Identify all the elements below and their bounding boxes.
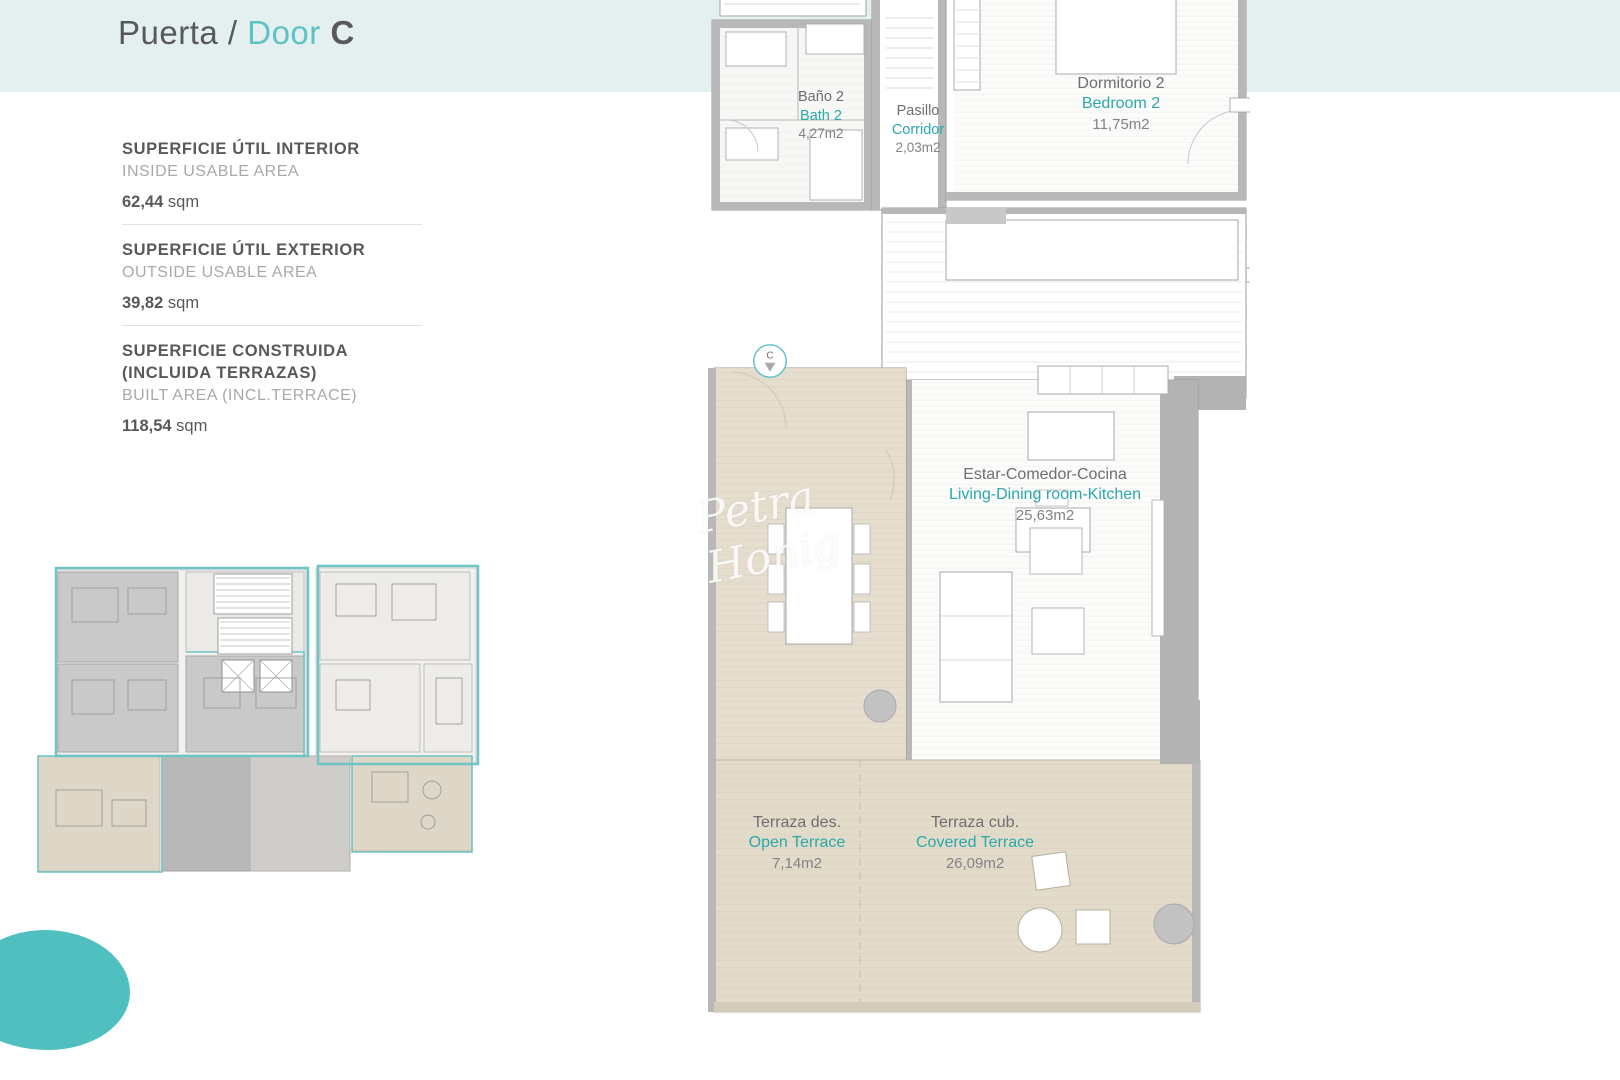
page-title-separator: / (227, 14, 238, 51)
door-letter: C (330, 14, 355, 51)
room-name-es-living: Estar-Comedor-Cocina (963, 466, 1127, 483)
area-label-es-inside: SUPERFICIE ÚTIL INTERIOR (122, 140, 360, 158)
room-label-bath-2 (766, 88, 876, 142)
room-area-living: 25,63m2 (1015, 506, 1075, 524)
area-value-number-built: 118,54 (122, 416, 172, 435)
area-label-en-built: BUILT AREA (INCL.TERRACE) (122, 387, 358, 405)
area-value-number-outside: 39,82 (122, 293, 164, 312)
area-label-es-outside: SUPERFICIE ÚTIL EXTERIOR (122, 240, 366, 259)
area-label-en-outside: OUTSIDE USABLE AREA (122, 264, 318, 282)
teal-blob-decoration (0, 930, 130, 1050)
area-block-outside (122, 224, 422, 325)
room-name-es-bath-2: Baño 2 (798, 89, 844, 105)
area-value-unit-outside: sqm (167, 293, 200, 312)
room-label-bedroom-2 (1044, 74, 1198, 134)
area-summary-panel (122, 138, 422, 448)
room-name-es-bedroom-2: Dormitorio 2 (1077, 75, 1165, 92)
room-name-en-bath-2: Bath 2 (800, 107, 842, 124)
area-block-inside (122, 138, 422, 224)
area-value-built (122, 417, 422, 436)
area-label-es-built-line1: SUPERFICIE CONSTRUIDA (122, 341, 349, 360)
compass-label: C (766, 350, 774, 362)
room-name-en-living: Living-Dining room-Kitchen (948, 486, 1142, 504)
room-label-corridor (872, 102, 964, 156)
room-name-en-open-terrace: Open Terrace (748, 834, 846, 852)
area-value-unit-inside: sqm (167, 192, 200, 211)
key-plan-graphics (38, 566, 478, 872)
area-value-outside (122, 294, 422, 313)
room-name-en-bedroom-2: Bedroom 2 (1081, 95, 1161, 113)
area-value-inside (122, 193, 422, 212)
room-area-open-terrace: 7,14m2 (771, 854, 823, 872)
room-area-bedroom-2: 11,75m2 (1092, 115, 1150, 133)
room-area-bath-2: 4,27m2 (798, 126, 844, 142)
room-label-covered-terrace (900, 813, 1050, 873)
floor-plan (690, 0, 1250, 1060)
room-label-living-dining-kitchen (930, 465, 1160, 525)
area-value-unit-built: sqm (176, 416, 208, 435)
key-plan (36, 560, 496, 920)
page-title (118, 14, 355, 52)
area-block-built (122, 325, 422, 448)
room-name-es-open-terrace: Terraza des. (752, 814, 842, 831)
room-area-covered-terrace: 26,09m2 (945, 854, 1005, 872)
page-title-en: Door (247, 14, 321, 51)
room-name-en-corridor: Corridor (891, 121, 945, 138)
area-value-number-inside: 62,44 (122, 192, 164, 211)
room-label-open-terrace (738, 813, 856, 873)
compass-icon (752, 343, 788, 379)
room-name-en-covered-terrace: Covered Terrace (916, 834, 1034, 852)
room-area-corridor: 2,03m2 (895, 140, 941, 156)
room-name-es-covered-terrace: Terraza cub. (930, 814, 1020, 831)
area-label-es-built-line2: (INCLUIDA TERRAZAS) (122, 363, 318, 382)
page-title-es: Puerta (118, 14, 219, 51)
watermark-text: Petra Honig (692, 471, 845, 594)
area-label-en-inside: INSIDE USABLE AREA (122, 163, 300, 181)
room-name-es-corridor: Pasillo (896, 103, 940, 119)
